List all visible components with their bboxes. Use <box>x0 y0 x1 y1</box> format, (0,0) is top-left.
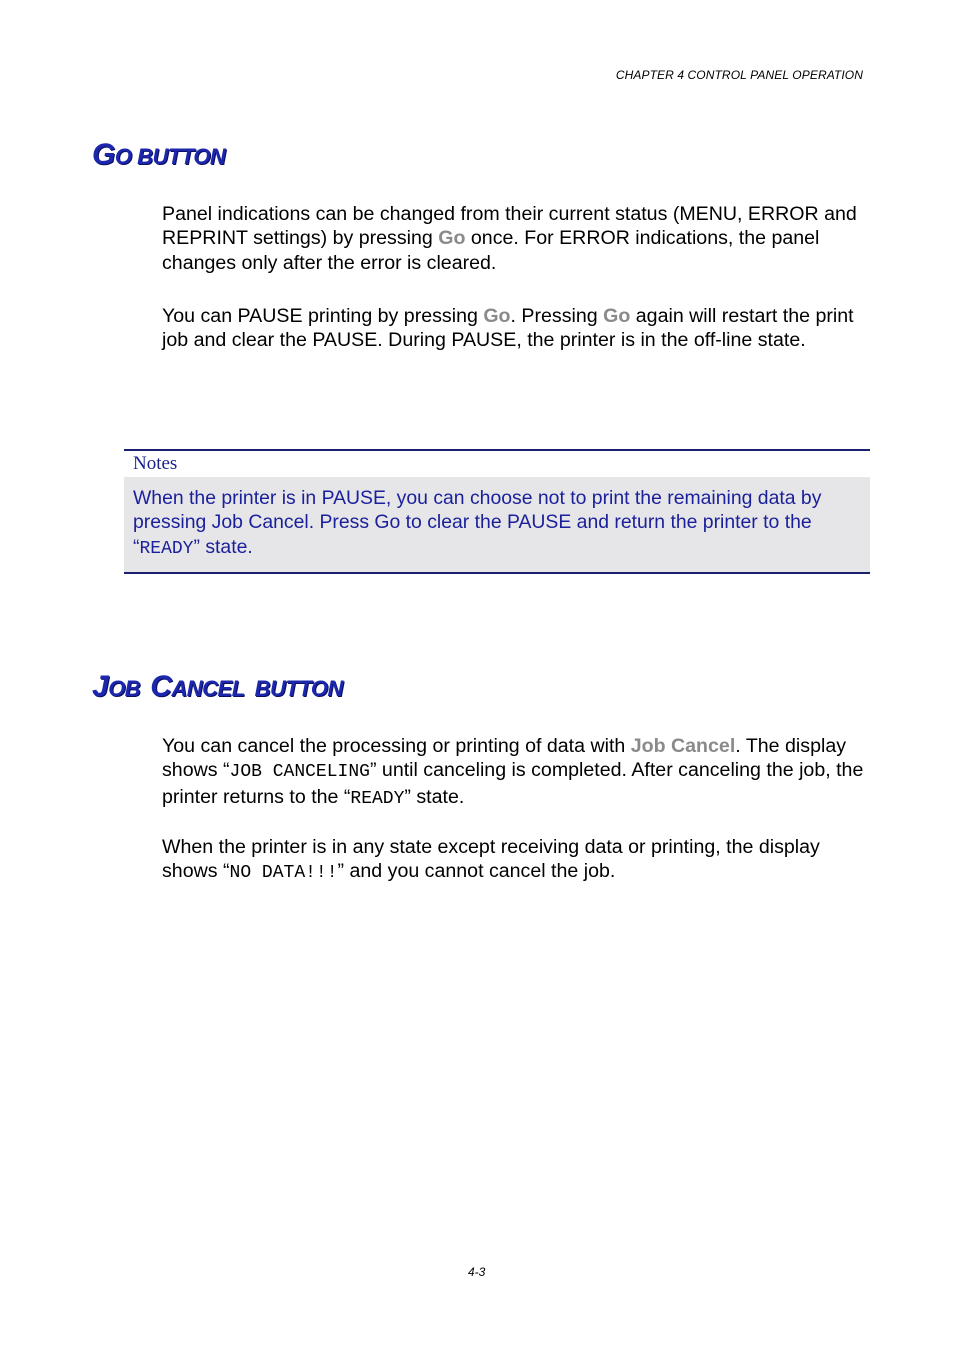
notes-box <box>124 449 870 574</box>
text-run: . Pressing <box>510 305 604 327</box>
text-run: When the printer is in PAUSE, you can choose not to print the remaining data by pressing Job Cancel. Press Go to clear the PAUSE and return the printer to the “ <box>133 487 822 558</box>
display-code: NO DATA!!! <box>229 863 338 884</box>
go-keyword: Go <box>603 305 631 327</box>
heading-initial: J <box>92 670 109 703</box>
text-run: You can cancel the processing or printing of data with <box>162 735 631 757</box>
text-run: ” state. <box>193 535 253 558</box>
job-cancel-paragraph-2 <box>162 835 867 886</box>
job-cancel-keyword: Job Cancel <box>630 735 736 757</box>
go-paragraph-2 <box>162 304 867 353</box>
heading-initial: G <box>92 138 115 171</box>
heading-initial: C <box>150 670 172 703</box>
display-code: READY <box>139 538 194 559</box>
text-run: You can PAUSE printing by pressing <box>162 305 484 327</box>
display-code: READY <box>350 788 405 809</box>
text-run: ” and you cannot cancel the job. <box>337 860 616 883</box>
heading-rest: O BUTTON <box>114 144 226 169</box>
heading-rest: OB <box>108 676 141 701</box>
text-run: ” state. <box>404 785 465 808</box>
go-keyword: Go <box>483 305 511 327</box>
notes-title: Notes <box>124 451 870 477</box>
text-run: When the printer is in any state except receiving data or printing, the display shows “ <box>162 836 820 883</box>
job-cancel-button-heading <box>92 672 343 702</box>
text-run: . The display shows “ <box>162 735 847 782</box>
running-header: CHAPTER 4 CONTROL PANEL OPERATION <box>615 68 863 82</box>
text-run: ” until canceling is completed. After canceling the job, the printer returns to the “ <box>162 759 864 808</box>
page-number: 4-3 <box>468 1265 486 1279</box>
go-button-heading <box>92 140 225 170</box>
go-paragraph-1 <box>162 202 867 275</box>
notes-body <box>124 477 870 572</box>
text-run: again will restart the print job and clear the PAUSE. During PAUSE, the printer is in the off-line state. <box>162 305 854 352</box>
heading-rest: BUTTON <box>254 676 343 701</box>
job-cancel-paragraph-1 <box>162 734 867 811</box>
text-run: once. For ERROR indications, the panel changes only after the error is cleared. <box>162 227 820 274</box>
go-keyword: Go <box>438 227 466 250</box>
display-code: JOB CANCELING <box>229 762 370 783</box>
heading-rest: ANCEL <box>171 676 245 701</box>
text-run: Panel indications can be changed from their current status (MENU, ERROR and REPRINT settings) by pressing <box>162 203 857 250</box>
